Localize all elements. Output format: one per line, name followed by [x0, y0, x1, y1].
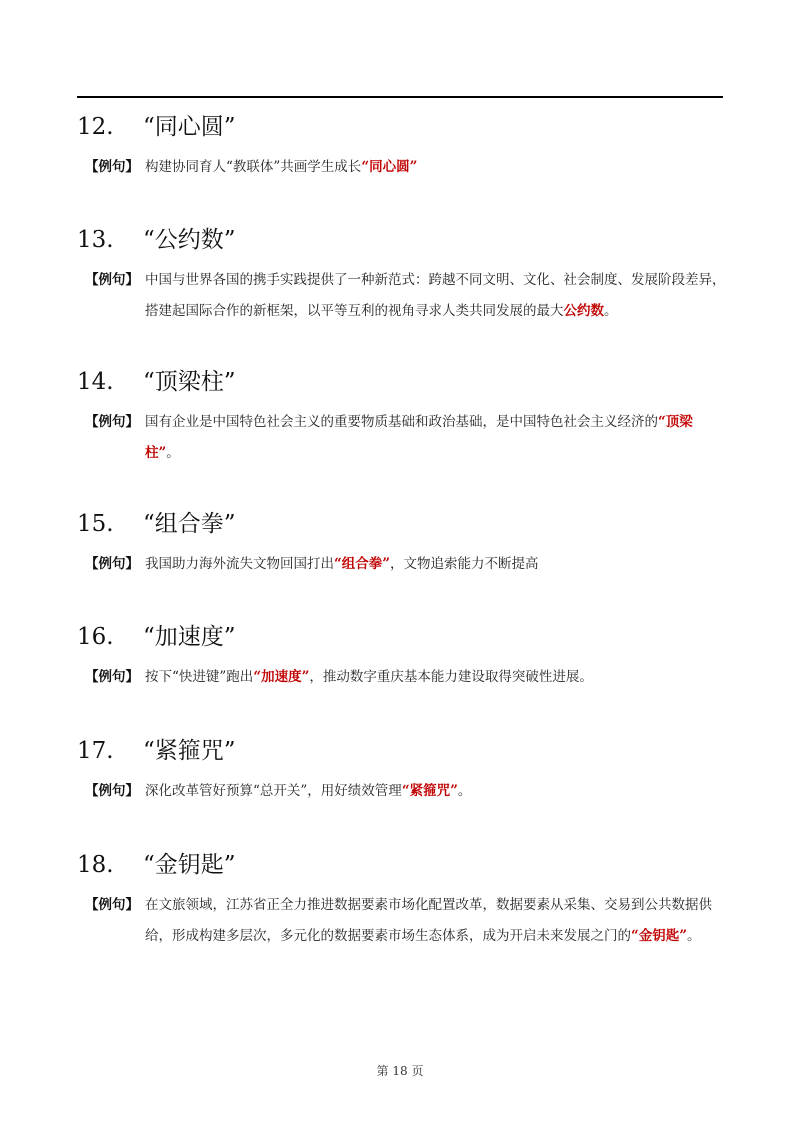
- entry-title: [77, 367, 727, 397]
- entry-title: [77, 225, 727, 255]
- example-body: [145, 407, 727, 469]
- example-text: 国有企业是中国特色社会主义的重要物质基础和政治基础，是中国特色社会主义经济的: [145, 414, 658, 430]
- entry-14: [77, 367, 727, 461]
- example-text: 。: [604, 303, 618, 319]
- entry-term: “同心圆”: [143, 114, 236, 140]
- example-label: 【例句】: [85, 272, 139, 288]
- example-text: 。: [687, 928, 701, 944]
- example-body: [145, 890, 727, 952]
- entry-number: 17.: [77, 738, 114, 764]
- example-sentence: [85, 890, 727, 952]
- example-label: 【例句】: [85, 783, 139, 799]
- example-body: [145, 549, 727, 580]
- example-label: 【例句】: [85, 897, 139, 913]
- entry-term: “加速度”: [143, 624, 236, 650]
- example-text: 中国与世界各国的携手实践提供了一种新范式：跨越不同文明、文化、社会制度、发展阶段差异，搭建起国际合作的新框架，以平等互利的视角寻求人类共同发展的最大: [145, 272, 726, 319]
- entry-number: 12.: [77, 114, 114, 140]
- entry-16: [77, 622, 727, 685]
- example-sentence: [85, 776, 727, 807]
- example-label: 【例句】: [85, 669, 139, 685]
- example-sentence: [85, 265, 727, 327]
- example-sentence: [85, 549, 727, 580]
- entry-number: 13.: [77, 227, 114, 253]
- highlighted-term: “加速度”: [253, 669, 310, 685]
- highlighted-term: “同心圆”: [361, 159, 418, 175]
- highlighted-term: 公约数: [563, 303, 604, 319]
- entry-17: [77, 736, 727, 799]
- highlighted-term: “顶梁柱”: [145, 414, 693, 461]
- entry-number: 15.: [77, 511, 114, 537]
- example-label: 【例句】: [85, 414, 139, 430]
- example-text: 。: [457, 783, 472, 799]
- entry-title: [77, 112, 727, 142]
- entry-13: [77, 225, 727, 319]
- highlighted-term: “组合拳”: [334, 556, 391, 572]
- entry-title: [77, 622, 727, 652]
- header-rule: [77, 96, 723, 98]
- example-sentence: [85, 662, 727, 693]
- highlighted-term: “金钥匙”: [631, 928, 688, 944]
- entry-number: 18.: [77, 852, 114, 878]
- entry-term: “顶梁柱”: [143, 369, 236, 395]
- entry-title: [77, 850, 727, 880]
- page-number: 第 18 页: [376, 1064, 424, 1078]
- entry-term: “金钥匙”: [143, 852, 236, 878]
- example-body: [145, 776, 727, 807]
- entry-term: “组合拳”: [143, 511, 236, 537]
- entry-18: [77, 850, 727, 944]
- example-text: 深化改革管好预算“总开关”，用好绩效管理: [145, 783, 402, 799]
- entry-12: [77, 112, 727, 175]
- example-text: ，文物追索能力不断提高: [390, 556, 539, 572]
- entry-title: [77, 509, 727, 539]
- example-body: [145, 265, 727, 327]
- example-body: [145, 662, 727, 693]
- example-sentence: [85, 407, 727, 469]
- example-label: 【例句】: [85, 159, 139, 175]
- example-text: 按下“快进键”跑出: [145, 669, 254, 685]
- example-text: 我国助力海外流失文物回国打出: [145, 556, 334, 572]
- entry-number: 16.: [77, 624, 114, 650]
- example-text: 构建协同育人“教联体”共画学生成长: [145, 159, 362, 175]
- highlighted-term: “紧箍咒”: [401, 783, 458, 799]
- example-text: 。: [166, 445, 180, 461]
- example-text: ，推动数字重庆基本能力建设取得突破性进展。: [309, 669, 593, 685]
- entry-title: [77, 736, 727, 766]
- entry-number: 14.: [77, 369, 114, 395]
- entry-term: “公约数”: [143, 227, 236, 253]
- example-label: 【例句】: [85, 556, 139, 572]
- entry-term: “紧箍咒”: [143, 738, 236, 764]
- example-body: [145, 152, 727, 183]
- entry-15: [77, 509, 727, 572]
- example-text: 在文旅领域，江苏省正全力推进数据要素市场化配置改革，数据要素从采集、交易到公共数据供给，形成构建多层次，多元化的数据要素市场生态体系，成为开启未来发展之门的: [145, 897, 712, 944]
- example-sentence: [85, 152, 727, 183]
